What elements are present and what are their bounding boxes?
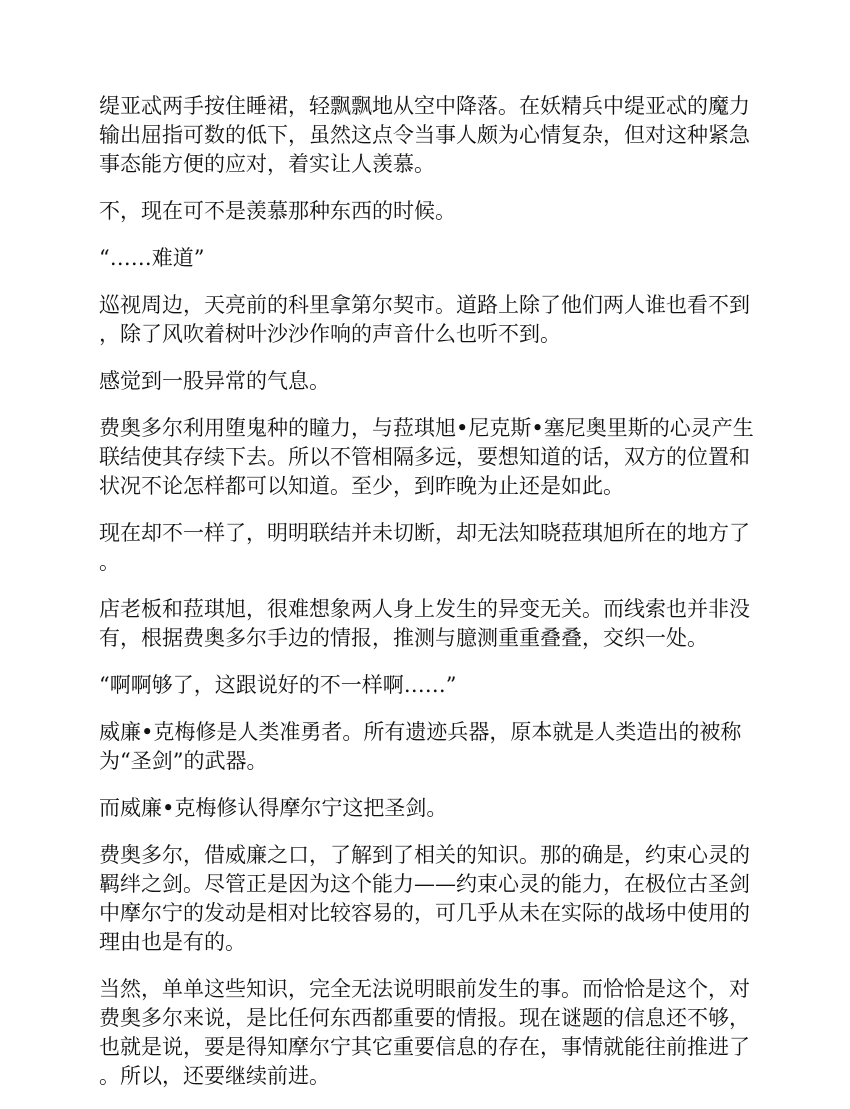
paragraph-8: 店老板和菈琪旭，很难想象两人身上发生的异变无关。而线索也并非没有，根据费奥多尔手边的情报，推测与臆测重重叠叠，交织一处。 [99,597,750,650]
document-body [99,92,759,1109]
paragraph-7: 现在却不一样了，明明联结并未切断，却无法知晓菈琪旭所在的地方了。 [99,521,750,574]
paragraph-12: 费奥多尔，借威廉之口，了解到了相关的知识。那的确是，约束心灵的羁绊之剑。尽管正是因为这个能力——约束心灵的能力，在极位古圣剑中摩尔宁的发动是相对比较容易的，可几乎从未在实际的战场中使用的理由也是有的。 [99,843,750,954]
paragraph-3-dialogue: “……难道” [99,246,205,270]
paragraph-10: 威廉•克梅修是人类准勇者。所有遗迹兵器，原本就是人类造出的被称为“圣剑”的武器。 [99,720,742,773]
paragraph-6: 费奥多尔利用堕鬼种的瞳力，与菈琪旭•尼克斯•塞尼奥里斯的心灵产生联结使其存续下去。所以不管相隔多远，要想知道的话，双方的位置和状况不论怎样都可以知道。至少，到昨晚为止还是如此。 [99,416,754,498]
paragraph-13: 当然，单单这些知识，完全无法说明眼前发生的事。而恰恰是这个，对费奥多尔来说，是比任何东西都重要的情报。现在谜题的信息还不够，也就是说，要是得知摩尔宁其它重要信息的存在，事情就能往前推进了。所以，还要继续前进。 [99,977,750,1088]
paragraph-5: 感觉到一股异常的气息。 [99,369,330,393]
paragraph-2: 不，现在可不是羡慕那种东西的时候。 [99,199,456,223]
paragraph-11: 而威廉•克梅修认得摩尔宁这把圣剑。 [99,796,448,820]
paragraph-9-dialogue: “啊啊够了，这跟说好的不一样啊……” [99,673,457,697]
paragraph-1: 缇亚忒两手按住睡裙，轻飘飘地从空中降落。在妖精兵中缇亚忒的魔力输出屈指可数的低下，虽然这点令当事人颇为心情复杂，但对这种紧急事态能方便的应对，着实让人羡慕。 [99,94,750,176]
paragraph-4: 巡视周边，天亮前的科里拿第尔契市。道路上除了他们两人谁也看不到，除了风吹着树叶沙沙作响的声音什么也听不到。 [99,293,750,346]
